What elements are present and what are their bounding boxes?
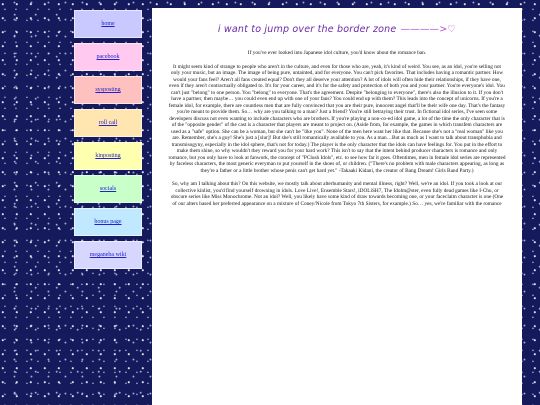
nav-sysposting-link[interactable]: sysposting: [74, 76, 142, 104]
nav-meganeba-wiki-link[interactable]: meganeba wiki: [74, 241, 142, 269]
banner-arrow-heart-icon: ————>♡: [400, 23, 457, 35]
sidebar-nav: [74, 10, 142, 269]
article-paragraph-intro: If you've ever looked into Japanese idol culture, you'd know about the romance ban.: [247, 50, 427, 56]
nav-home-link[interactable]: home: [74, 10, 142, 38]
article-paragraph-romance-ban: It might seem kind of strange to people who aren't in the culture, and even for those who are, yeah, it's kind of weird. You see, as an idol, you're selling not only your music, but an image. The image of being pure, untainted, and for everyone. You can't pick favorites. That includes having a romantic partner. How would your fans feel? Aren't all fans created equal? Don't they all deserve your attention? A lot of idols will often hide their relationships, if they have one, even if they aren't contractually obligated to. It's for your career, and it's for the safety and protection of both you and your partner. You're everyone's idol. You can't just "belong" to one person. You "belong" to everyone. That's the agreement. Despite "belonging to everyone", there's also the illusion to it. If you don't have a partner, then maybe… you could even end up with one of your fans? You could end up with them? This leads into the concept of unicorns. If you're a female idol, for example, there are countless men that are fully convinced that you are their pure, innocent angel that'll be their wife one day. That's the fantasy you're meant to provide them. So… why are you talking to a man? Just a friend? You're still betraying their trust. In fictional idol series, I've seen some developers discuss not even wanting to include characters who are brothers. If you're playing a non-co-ed idol game, a lot of the time the only character that is of the "opposite gender" of the cast is a character that players are meant to project on. (Aside from, for example, the games in which transfem characters are used as a "safe" option. She can be a woman, but she can't be "like you". None of the men here want her like that. Because she's not a "real woman" like you are. Remember, she's a guy! She's just a [slur]! But she's still romantically available to you. As a man…But as much as I want to talk about transphobia and transmisogyny, especially in the idol sphere, that's not for today.) The player is the only character that the idols can have feelings for. You put in the effort to make them shine, so why wouldn't they reward you for your hard work? This isn't to say that the intent behind producer characters is romance and only romance, but you only have to look at fanwork, the concept of "PClush Idols", etc. to see how far it goes. Oftentimes, men in female idol series are represented by faceless characters, the most generic everyman to put yourself in the shoes of, or children. ("There's no problem with male characters appearing, as long as they're a father or a little brother whose penis can't get hard yet." -Takaaki Kidani, the creator of Bang Dream! Girls Band Party.): [168, 63, 506, 174]
nav-kinposting-link[interactable]: kinposting: [74, 142, 142, 170]
article-body: [152, 50, 522, 207]
article-paragraph-why: So, why am I talking about this? On this website, we mostly talk about alterhumanity and mental illness, right? Well, we're an idol. If you took a look at our collective kinlist, you'd find yourself drowning in idols. Love Live!, Ensemble Stars!, iDOLiSH7, The Idolm@ster, even fully dead games like I-Chu, or obscure series like Miss Monochrome. Not an idol? Well, you likely have some kind of draw towards becoming one, or your faceclaim character is one (One of our alters based her preferred appearance on a mixture of Coney/Nicole from Tokyo 7th Sisters, for example.) So… yes, we're familiar with the romance: [170, 181, 504, 207]
nav-bonus-page-link[interactable]: bonus page: [74, 208, 142, 236]
nav-socials-link[interactable]: socials: [74, 175, 142, 203]
banner-title: i want to jump over the border zone: [217, 23, 397, 35]
nav-roll-call-link[interactable]: roll call: [74, 109, 142, 137]
page-banner: [152, 8, 522, 50]
main-content-panel: [152, 8, 522, 405]
nav-pacebook-link[interactable]: pacebook: [74, 43, 142, 71]
